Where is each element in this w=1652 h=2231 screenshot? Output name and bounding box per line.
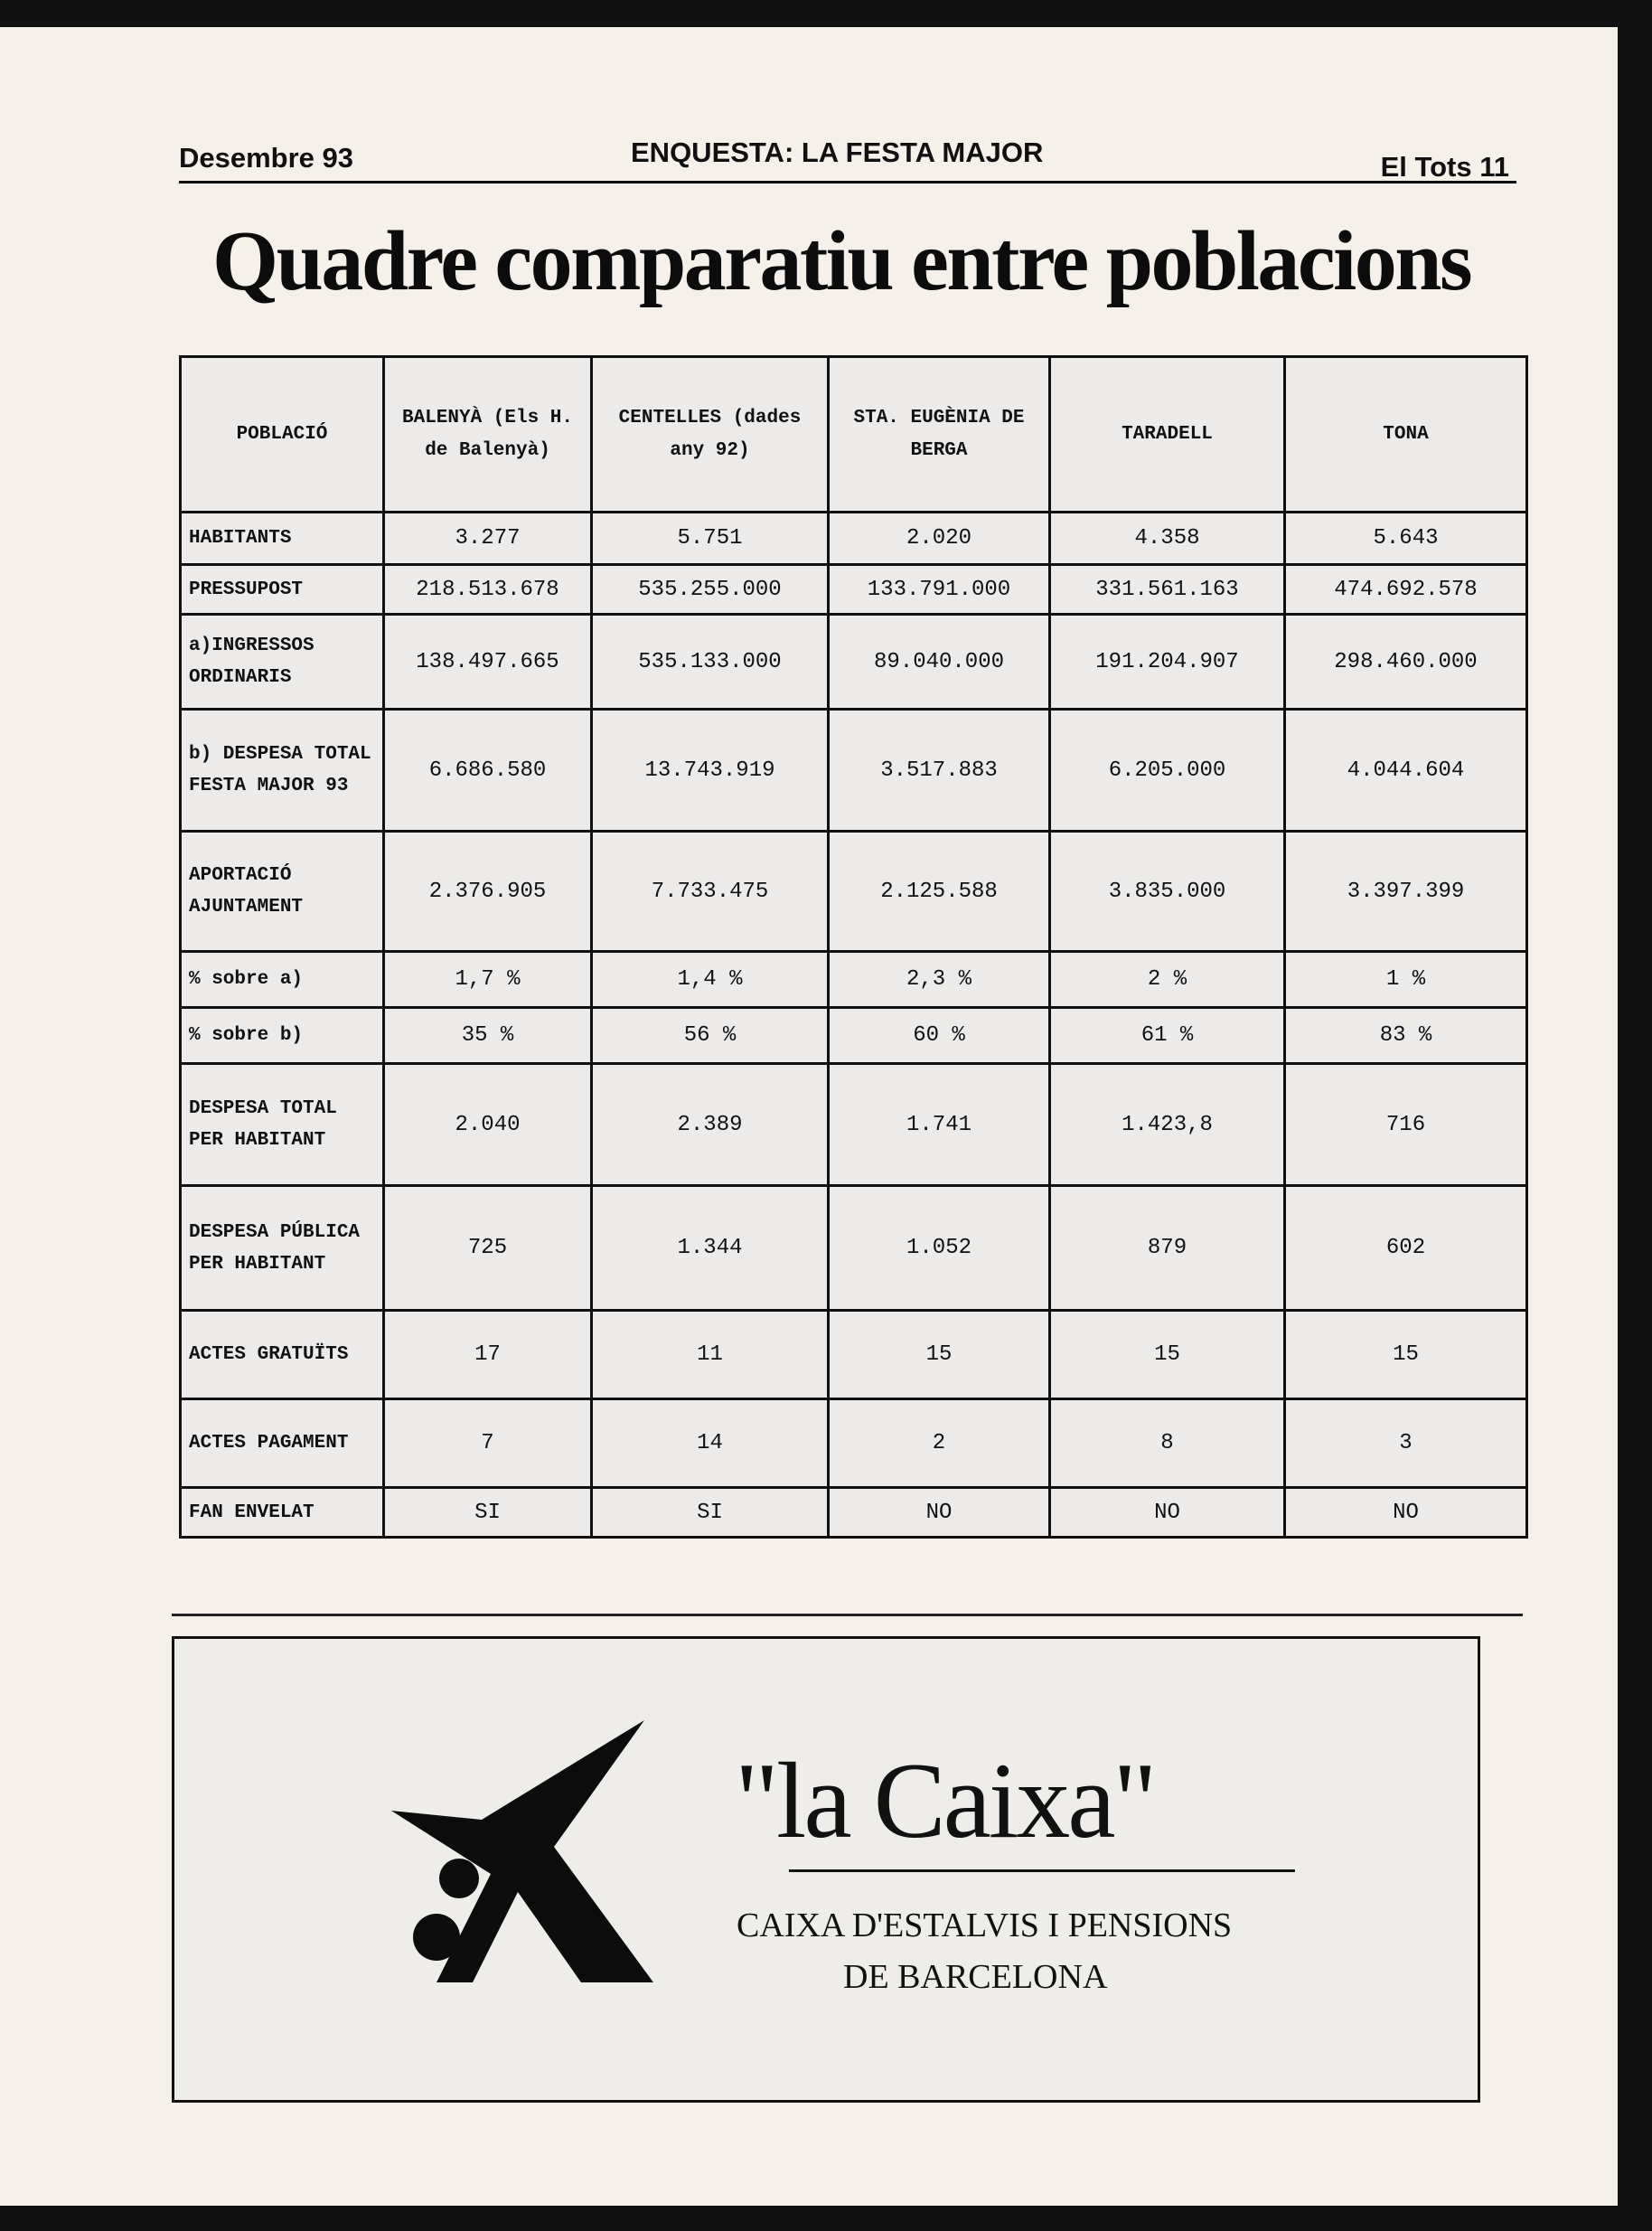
table-cell: 60 % <box>829 1008 1050 1064</box>
table-cell: 474.692.578 <box>1285 565 1527 615</box>
table-cell: 11 <box>592 1311 829 1399</box>
table-cell: 2.389 <box>592 1064 829 1186</box>
table-cell: 4.358 <box>1050 513 1285 565</box>
row-label: a)INGRESSOS ORDINARIS <box>181 615 384 710</box>
table-cell: 879 <box>1050 1186 1285 1311</box>
table-cell: 2.020 <box>829 513 1050 565</box>
row-label: b) DESPESA TOTAL FESTA MAJOR 93 <box>181 710 384 832</box>
row-label: % sobre a) <box>181 952 384 1008</box>
table-cell: 1 % <box>1285 952 1527 1008</box>
row-label: ACTES GRATUÏTS <box>181 1311 384 1399</box>
table-cell: 725 <box>384 1186 592 1311</box>
table-cell: 15 <box>1050 1311 1285 1399</box>
table-cell: NO <box>1050 1488 1285 1538</box>
table-row <box>181 615 1527 710</box>
table-row <box>181 1008 1527 1064</box>
row-label: HABITANTS <box>181 513 384 565</box>
advertisement <box>172 1636 1480 2103</box>
table-cell: 15 <box>829 1311 1050 1399</box>
star-logo-icon <box>373 1711 671 2010</box>
page-number: El Tots 11 <box>1380 151 1509 183</box>
table-cell: 4.044.604 <box>1285 710 1527 832</box>
table-cell: 6.205.000 <box>1050 710 1285 832</box>
table-row <box>181 1186 1527 1311</box>
table-cell: 7 <box>384 1399 592 1488</box>
table-cell: 535.133.000 <box>592 615 829 710</box>
brand-name: "la Caixa" <box>735 1740 1155 1860</box>
table-cell: NO <box>829 1488 1050 1538</box>
table-cell: 331.561.163 <box>1050 565 1285 615</box>
table-cell: 1.423,8 <box>1050 1064 1285 1186</box>
table-cell: 1.741 <box>829 1064 1050 1186</box>
brand-location: DE BARCELONA <box>843 1958 1108 1996</box>
table-row <box>181 1399 1527 1488</box>
table-cell: 191.204.907 <box>1050 615 1285 710</box>
table-cell: 6.686.580 <box>384 710 592 832</box>
table-row <box>181 832 1527 952</box>
table-cell: 5.643 <box>1285 513 1527 565</box>
column-header: STA. EUGÈNIA DE BERGA <box>829 357 1050 513</box>
table-cell: 2.040 <box>384 1064 592 1186</box>
table-header-row <box>181 357 1527 513</box>
table-cell: 7.733.475 <box>592 832 829 952</box>
table-cell: 298.460.000 <box>1285 615 1527 710</box>
row-label: DESPESA TOTAL PER HABITANT <box>181 1064 384 1186</box>
table-cell: 8 <box>1050 1399 1285 1488</box>
table-row <box>181 1064 1527 1186</box>
table-row <box>181 513 1527 565</box>
table-cell: SI <box>384 1488 592 1538</box>
table-row <box>181 710 1527 832</box>
table-cell: 716 <box>1285 1064 1527 1186</box>
column-header: BALENYÀ (Els H. de Balenyà) <box>384 357 592 513</box>
divider <box>172 1614 1523 1616</box>
table-row <box>181 1311 1527 1399</box>
table-cell: 3.835.000 <box>1050 832 1285 952</box>
table-cell: 3.397.399 <box>1285 832 1527 952</box>
article-title: Quadre comparatiu entre poblacions <box>212 214 1471 308</box>
table-cell: 61 % <box>1050 1008 1285 1064</box>
page-header <box>179 136 1516 184</box>
brand-underline <box>789 1869 1295 1872</box>
table-cell: 1,4 % <box>592 952 829 1008</box>
table-cell: 535.255.000 <box>592 565 829 615</box>
row-label: APORTACIÓ AJUNTAMENT <box>181 832 384 952</box>
table-cell: 2,3 % <box>829 952 1050 1008</box>
table-cell: 3.517.883 <box>829 710 1050 832</box>
table-cell: 3 <box>1285 1399 1527 1488</box>
table-cell: 89.040.000 <box>829 615 1050 710</box>
table-cell: 3.277 <box>384 513 592 565</box>
table-cell: 1.344 <box>592 1186 829 1311</box>
table-cell: NO <box>1285 1488 1527 1538</box>
table-cell: 83 % <box>1285 1008 1527 1064</box>
row-label: DESPESA PÚBLICA PER HABITANT <box>181 1186 384 1311</box>
table-cell: 1.052 <box>829 1186 1050 1311</box>
table-row <box>181 1488 1527 1538</box>
table-row <box>181 565 1527 615</box>
row-label: PRESSUPOST <box>181 565 384 615</box>
table-cell: 35 % <box>384 1008 592 1064</box>
table-row <box>181 952 1527 1008</box>
table-cell: 17 <box>384 1311 592 1399</box>
table-cell: SI <box>592 1488 829 1538</box>
table-cell: 5.751 <box>592 513 829 565</box>
table-cell: 15 <box>1285 1311 1527 1399</box>
table-cell: 602 <box>1285 1186 1527 1311</box>
column-header: TARADELL <box>1050 357 1285 513</box>
brand-tagline: CAIXA D'ESTALVIS I PENSIONS <box>737 1906 1233 1944</box>
table-cell: 218.513.678 <box>384 565 592 615</box>
table-cell: 133.791.000 <box>829 565 1050 615</box>
comparison-table <box>179 355 1528 1539</box>
row-label: ACTES PAGAMENT <box>181 1399 384 1488</box>
table-cell: 138.497.665 <box>384 615 592 710</box>
row-label: FAN ENVELAT <box>181 1488 384 1538</box>
table-cell: 2.125.588 <box>829 832 1050 952</box>
section-title: ENQUESTA: LA FESTA MAJOR <box>631 136 1044 168</box>
column-header: TONA <box>1285 357 1527 513</box>
table-cell: 1,7 % <box>384 952 592 1008</box>
table-cell: 2 <box>829 1399 1050 1488</box>
table-cell: 56 % <box>592 1008 829 1064</box>
table-cell: 14 <box>592 1399 829 1488</box>
column-header: CENTELLES (dades any 92) <box>592 357 829 513</box>
table-cell: 2 % <box>1050 952 1285 1008</box>
issue-date: Desembre 93 <box>179 142 354 174</box>
row-label: % sobre b) <box>181 1008 384 1064</box>
table-cell: 13.743.919 <box>592 710 829 832</box>
column-header: POBLACIÓ <box>181 357 384 513</box>
table-cell: 2.376.905 <box>384 832 592 952</box>
